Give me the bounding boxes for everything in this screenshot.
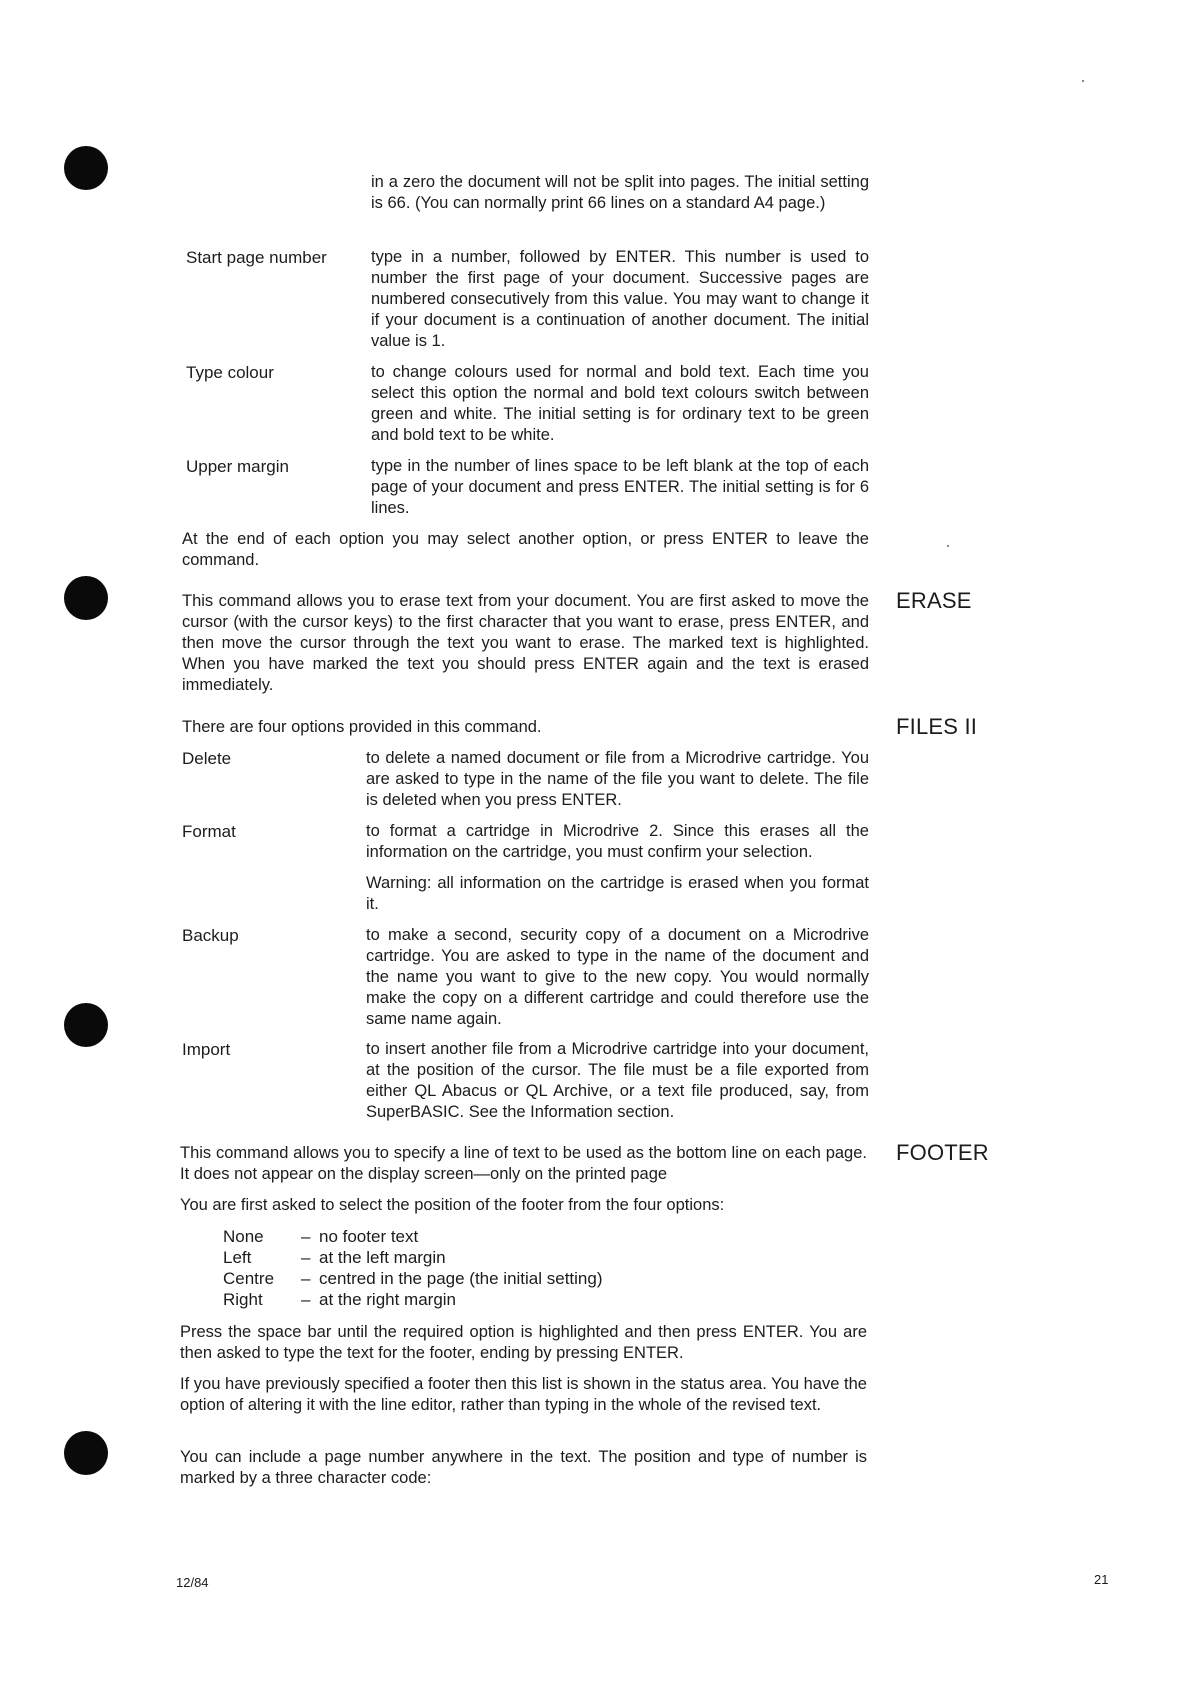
intro-tail: in a zero the document will not be split into pages. The initial setting is 66. (You can normally print 66 lines on a standard A4 page.): [371, 173, 869, 212]
option-desc: type in a number, followed by ENTER. This number is used to number the first page of your document. Successive pages are numbered consecutively from this value. You may want to change it if your document is a continuation of another document. The initial value is 1.: [371, 248, 869, 350]
option-term: Type colour: [186, 363, 274, 382]
files-desc: to insert another file from a Microdrive cartridge into your document, at the position of the cursor. The file must be a file exported from either QL Abacus or QL Archive, or a text file produced, say, from SuperBASIC. See the Information section.: [366, 1040, 869, 1121]
footer-option-dash: –: [301, 1248, 311, 1267]
page-number: 21: [1094, 1572, 1109, 1587]
section-heading-footer: FOOTER: [896, 1140, 989, 1165]
footer-option-row: [223, 1226, 603, 1247]
scan-speck: [1082, 80, 1084, 82]
files-desc: to make a second, security copy of a document on a Microdrive cartridge. You are asked to type in the name of the document and the name you want to give to the new copy. You would normally make the copy on a different cartridge and could therefore use the same name again.: [366, 926, 869, 1028]
erase-text: This command allows you to erase text from your document. You are first asked to move the cursor (with the cursor keys) to the first character that you want to erase, press ENTER, and then move the cursor through the text you want to erase. The marked text is highlighted. When you have marked the text you should press ENTER again and the text is erased immediately.: [182, 592, 869, 694]
footer-p4: If you have previously specified a footer then this list is shown in the status area. You have the option of altering it with the line editor, rather than typing in the whole of the revised text.: [180, 1375, 867, 1414]
footer-option-desc: centred in the page (the initial setting): [319, 1269, 603, 1288]
files-desc: to format a cartridge in Microdrive 2. Since this erases all the information on the cartridge, you must confirm your selection.: [366, 822, 869, 861]
footer-option-name: None: [223, 1227, 264, 1246]
footer-option-name: Right: [223, 1290, 263, 1309]
files-term: Import: [182, 1040, 231, 1059]
footer-option-desc: no footer text: [319, 1227, 419, 1246]
footer-option-row: [223, 1289, 603, 1310]
page-date: 12/84: [176, 1575, 209, 1590]
files-desc: to delete a named document or file from a Microdrive cartridge. You are asked to type in the name of the file you want to delete. The file is deleted when you press ENTER.: [366, 749, 869, 809]
files-intro: There are four options provided in this command.: [182, 718, 542, 736]
footer-option-name: Left: [223, 1248, 252, 1267]
binder-hole: [64, 1003, 108, 1047]
warning-text: all information on the cartridge is erased when you format it.: [366, 874, 869, 913]
files-term: Format: [182, 822, 236, 841]
footer-option-dash: –: [301, 1227, 311, 1246]
footer-p5: You can include a page number anywhere in the text. The position and type of number is marked by a three character code:: [180, 1448, 867, 1487]
footer-option-name: Centre: [223, 1269, 275, 1288]
scan-speck: [947, 545, 949, 547]
binder-hole: [64, 146, 108, 190]
warning-label: Warning:: [366, 874, 432, 892]
option-desc: type in the number of lines space to be left blank at the top of each page of your document and press ENTER. The initial setting is for 6 lines.: [371, 457, 869, 517]
section-heading-files: FILES II: [896, 714, 978, 739]
footer-option-desc: at the left margin: [319, 1248, 446, 1267]
end-note: At the end of each option you may select another option, or press ENTER to leave the command.: [182, 530, 869, 569]
footer-p3: Press the space bar until the required option is highlighted and then press ENTER. You are then asked to type the text for the footer, ending by pressing ENTER.: [180, 1323, 867, 1362]
footer-option-row: [223, 1247, 603, 1268]
files-term: Delete: [182, 749, 232, 768]
footer-option-desc: at the right margin: [319, 1290, 457, 1309]
section-heading-erase: ERASE: [896, 588, 972, 613]
option-term: Start page number: [186, 248, 327, 267]
files-warning: [366, 873, 869, 915]
footer-option-dash: –: [301, 1290, 311, 1309]
binder-hole: [64, 576, 108, 620]
binder-hole: [64, 1431, 108, 1475]
footer-p1: This command allows you to specify a line of text to be used as the bottom line on each page. It does not appear on the display screen—only on the printed page: [180, 1144, 867, 1183]
option-desc: to change colours used for normal and bold text. Each time you select this option the normal and bold text colours switch between green and white. The initial setting is for ordinary text to be green and bold text to be white.: [371, 363, 869, 444]
footer-option-dash: –: [301, 1269, 311, 1288]
option-term: Upper margin: [186, 457, 289, 476]
footer-p2: You are first asked to select the position of the footer from the four options:: [180, 1196, 725, 1214]
footer-option-row: [223, 1268, 603, 1289]
footer-options: [223, 1226, 603, 1310]
files-term: Backup: [182, 926, 239, 945]
